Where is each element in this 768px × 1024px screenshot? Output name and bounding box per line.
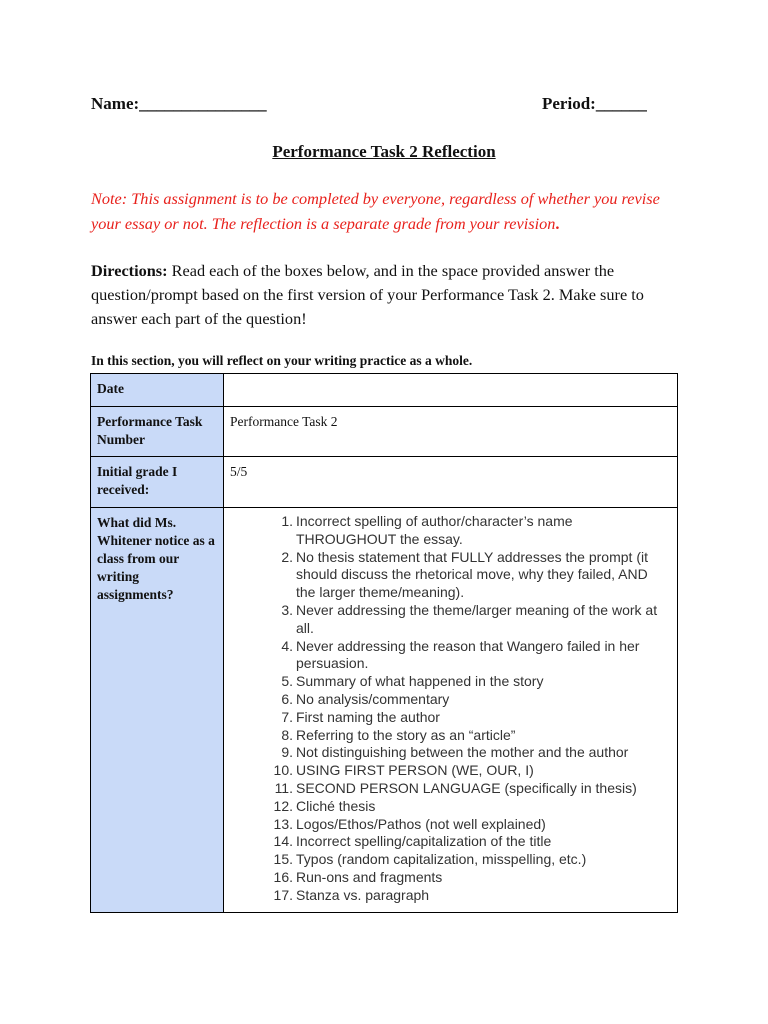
- list-item-number: 15.: [273, 851, 293, 868]
- list-item-number: 4.: [281, 637, 293, 654]
- table-row-class-notice: [91, 508, 678, 913]
- list-item-text: SECOND PERSON LANGUAGE (specifically in thesis): [296, 779, 637, 796]
- list-item-number: 10.: [273, 762, 293, 779]
- table-row-initial-grade: [91, 457, 678, 508]
- date-label: Date: [91, 374, 224, 407]
- list-item-number: 14.: [273, 833, 293, 850]
- list-item-text: No thesis statement that FULLY addresses the prompt (it should discuss the rhetorical move, why they failed, AND the larger theme/meaning).: [296, 548, 648, 601]
- list-item-text: Never addressing the reason that Wangero failed in her persuasion.: [296, 637, 640, 672]
- list-item-number: 13.: [273, 815, 293, 832]
- list-item: [224, 798, 671, 816]
- table-row-task-number: [91, 407, 678, 457]
- list-item-number: 5.: [281, 673, 293, 690]
- directions-label: Directions:: [91, 261, 168, 280]
- list-item-text: Incorrect spelling/capitalization of the title: [296, 833, 552, 850]
- assignment-note: [91, 186, 681, 236]
- list-item: [224, 869, 671, 887]
- section-intro: In this section, you will reflect on your writing practice as a whole.: [91, 353, 473, 368]
- list-item-text: Referring to the story as an “article”: [296, 726, 516, 743]
- list-item-text: Typos (random capitalization, misspelling, etc.): [296, 851, 587, 868]
- list-item-number: 8.: [281, 726, 293, 743]
- list-item-number: 3.: [281, 601, 293, 618]
- list-item-number: 6.: [281, 690, 293, 707]
- class-notice-value: [224, 508, 678, 913]
- list-item-text: USING FIRST PERSON (WE, OUR, I): [296, 762, 534, 779]
- list-item: [224, 780, 671, 798]
- list-item: [224, 833, 671, 851]
- directions-text: Read each of the boxes below, and in the space provided answer the question/prompt based on the first version of your Performance Task 2. Make sure to answer each part of the question!: [91, 261, 644, 328]
- list-item-text: Logos/Ethos/Pathos (not well explained): [296, 815, 546, 832]
- directions-paragraph: [91, 259, 681, 331]
- list-item: [224, 709, 671, 727]
- list-item-text: Never addressing the theme/larger meaning of the work at all.: [296, 601, 658, 636]
- note-text: Note: This assignment is to be completed by everyone, regardless of whether you revise your essay or not. The reflection is a separate grade from your revision: [91, 189, 660, 233]
- list-item: [224, 691, 671, 709]
- name-field-label: Name:_______________: [91, 94, 267, 113]
- list-item-text: Cliché thesis: [296, 797, 376, 814]
- task-number-label: Performance Task Number: [91, 407, 224, 457]
- list-item-text: Summary of what happened in the story: [296, 673, 544, 690]
- list-item-number: 17.: [273, 886, 293, 903]
- list-item-number: 2.: [281, 548, 293, 565]
- list-item-number: 1.: [281, 513, 293, 529]
- list-item-text: First naming the author: [296, 708, 440, 725]
- list-item-number: 16.: [273, 868, 293, 885]
- initial-grade-value[interactable]: 5/5: [224, 457, 678, 508]
- list-item-number: 12.: [273, 797, 293, 814]
- list-item: [224, 513, 671, 549]
- class-notice-label: What did Ms. Whitener notice as a class from our writing assignments?: [91, 508, 224, 913]
- list-item: [224, 727, 671, 745]
- list-item-number: 9.: [281, 744, 293, 761]
- list-item: [224, 851, 671, 869]
- list-item-text: Incorrect spelling of author/character’s name THROUGHOUT the essay.: [296, 513, 573, 547]
- list-item: [224, 638, 671, 674]
- list-item-text: Run-ons and fragments: [296, 868, 443, 885]
- reflection-table: [90, 373, 678, 913]
- task-number-value[interactable]: Performance Task 2: [224, 407, 678, 457]
- list-item: [224, 673, 671, 691]
- date-value[interactable]: [224, 374, 678, 407]
- note-end-period: .: [555, 214, 560, 233]
- list-item: [224, 549, 671, 602]
- table-row-date: [91, 374, 678, 407]
- list-item: [224, 602, 671, 638]
- list-item-text: Stanza vs. paragraph: [296, 886, 430, 903]
- list-item-number: 7.: [281, 708, 293, 725]
- list-item-text: No analysis/commentary: [296, 690, 450, 707]
- document-title: Performance Task 2 Reflection: [272, 142, 496, 161]
- list-item: [224, 816, 671, 834]
- list-item-number: 11.: [274, 779, 293, 796]
- notice-list: [224, 513, 671, 905]
- list-item: [224, 744, 671, 762]
- list-item: [224, 887, 671, 905]
- list-item: [224, 762, 671, 780]
- initial-grade-label: Initial grade I received:: [91, 457, 224, 508]
- list-item-text: Not distinguishing between the mother and the author: [296, 744, 629, 761]
- period-field-label: Period:______: [542, 94, 647, 113]
